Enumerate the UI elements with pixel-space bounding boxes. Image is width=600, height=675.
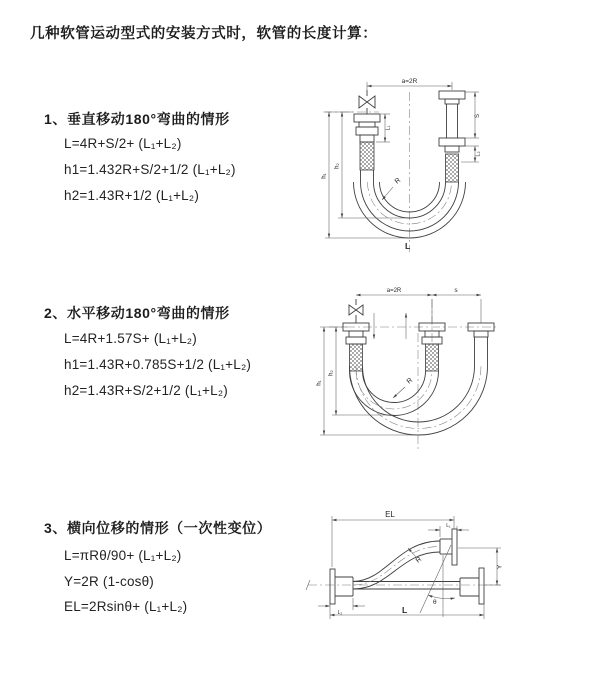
diagram-lateral-displacement bbox=[300, 505, 592, 645]
dim-label-l: L bbox=[405, 241, 411, 251]
diagram-horizontal-180-bend bbox=[311, 283, 589, 463]
radius-callout bbox=[408, 548, 423, 565]
dim-h1 bbox=[322, 112, 410, 238]
section-1-formula-1: L=4R+S/2+ (L₁+L₂) bbox=[64, 136, 182, 151]
valve-icon bbox=[349, 299, 363, 323]
dim-el bbox=[332, 510, 454, 567]
hose-u-bend-position-1 bbox=[350, 371, 439, 416]
dim-label-h1: h₁ bbox=[321, 173, 328, 179]
dim-label-y: Y bbox=[496, 564, 504, 570]
left-flange bbox=[330, 569, 353, 604]
section-3-formula-3: EL=2Rsinθ+ (L₁+L₂) bbox=[64, 599, 188, 614]
centerline-leader-arrows bbox=[374, 313, 406, 339]
dim-a-2r bbox=[367, 78, 452, 90]
section-1-formula-2: h1=1.432R+S/2+1/2 (L₁+L₂) bbox=[64, 162, 236, 177]
dim-label-l2: L₂ bbox=[475, 151, 482, 157]
section-3-formula-1: L=πRθ/90+ (L₁+L₂) bbox=[64, 548, 182, 563]
dim-label-a2r: a=2R bbox=[401, 78, 418, 85]
dim-label-s: s bbox=[454, 287, 458, 294]
dim-label-a2r: a=2R bbox=[386, 288, 402, 294]
dim-label-r: R bbox=[405, 376, 415, 386]
dim-a-2r bbox=[356, 288, 432, 323]
valve-icon bbox=[359, 90, 375, 114]
dim-label-l1: L₁ bbox=[446, 523, 451, 529]
dim-label-l: L bbox=[402, 605, 408, 615]
dim-label-r: R bbox=[393, 176, 403, 186]
right-hose-fitting bbox=[439, 91, 465, 182]
section-2-heading: 2、水平移动180°弯曲的情形 bbox=[44, 305, 230, 321]
diagram-vertical-180-bend bbox=[315, 70, 585, 262]
dim-y bbox=[458, 548, 504, 585]
lower-right-flange bbox=[460, 568, 484, 604]
braided-flex-section bbox=[446, 154, 459, 182]
right-hose-fitting bbox=[468, 323, 494, 366]
dim-label-h2: h₂ bbox=[334, 163, 341, 169]
section-2-formula-2: h1=1.43R+0.785S+1/2 (L₁+L₂) bbox=[64, 357, 252, 372]
dim-l2 bbox=[461, 146, 482, 162]
dim-label-l1: L₁ bbox=[385, 125, 392, 131]
dim-label-r: R bbox=[414, 555, 424, 565]
dim-label-h2: h₂ bbox=[328, 370, 335, 376]
dim-h1 bbox=[317, 327, 419, 435]
dim-l2 bbox=[318, 598, 365, 616]
page-title: 几种软管运动型式的安装方式时，软管的长度计算： bbox=[30, 26, 378, 42]
section-3-formula-2: Y=2R (1-cosθ) bbox=[64, 574, 155, 589]
upper-right-flange bbox=[440, 529, 457, 565]
dim-label-theta: θ bbox=[433, 599, 437, 606]
section-3-heading: 3、横向位移的情形（一次性变位） bbox=[44, 520, 272, 536]
dim-label-h1: h₁ bbox=[316, 380, 323, 386]
radius-callout bbox=[382, 177, 402, 200]
dim-label-l2: L₂ bbox=[337, 610, 343, 616]
radius-callout bbox=[393, 377, 414, 398]
section-2-formula-3: h2=1.43R+S/2+1/2 (L₁+L₂) bbox=[64, 383, 228, 398]
dim-l1 bbox=[428, 523, 469, 537]
braided-flex-section bbox=[360, 142, 374, 170]
dim-label-s: S bbox=[475, 113, 481, 119]
dim-s bbox=[465, 92, 481, 138]
left-hose-fitting bbox=[343, 323, 369, 371]
hose-u-bend-position-2 bbox=[350, 366, 488, 435]
braided-flex-section bbox=[426, 344, 439, 371]
dim-label-el: EL bbox=[385, 510, 395, 519]
section-1-formula-3: h2=1.43R+1/2 (L₁+L₂) bbox=[64, 188, 200, 203]
dim-s bbox=[432, 287, 481, 323]
section-2-formula-1: L=4R+1.57S+ (L₁+L₂) bbox=[64, 331, 197, 346]
middle-hose-fitting bbox=[419, 323, 445, 371]
angle-theta bbox=[420, 545, 455, 617]
section-1-heading: 1、垂直移动180°弯曲的情形 bbox=[44, 111, 230, 127]
left-hose-fitting bbox=[354, 114, 380, 182]
